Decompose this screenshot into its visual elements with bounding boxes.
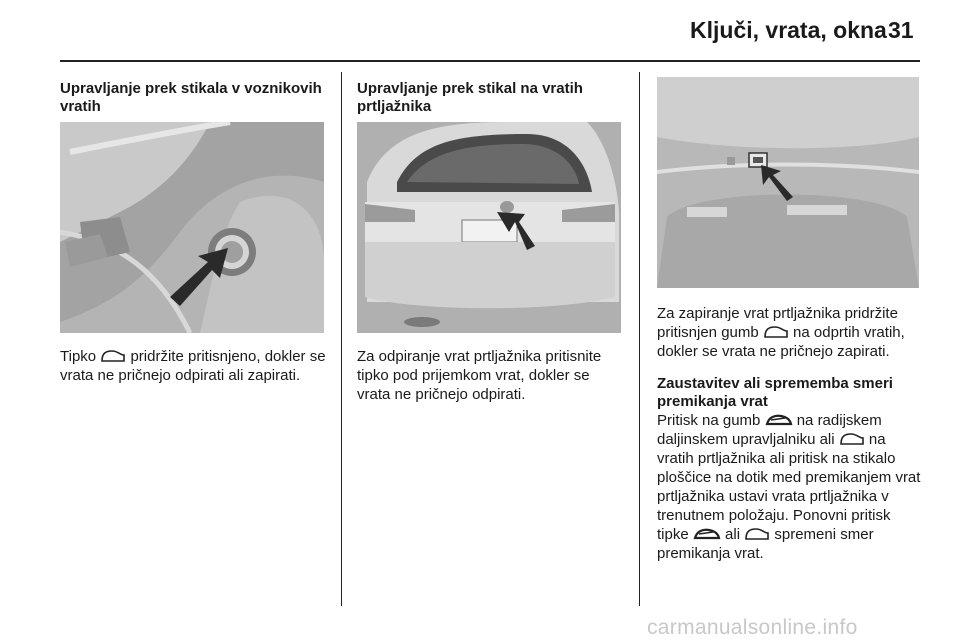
remote-tailgate-icon [693,527,721,541]
section-heading-stop-reverse: Zaustavitev ali sprememba smeri premikanja vrat [657,375,893,410]
tailgate-close-instructions: Za zapiranje vrat prtljažnika pridržite pritisnjen gumb na odprtih vratih, dokler se vrata ne pričnejo zapirati. [657,305,905,360]
column-1-text [60,347,330,385]
column-1 [60,80,325,116]
tailgate-switch-icon [744,527,770,541]
column-3-text [657,304,925,563]
page-title: Ključi, vrata, okna [690,17,887,43]
tailgate-close-button-illustration [657,77,919,288]
column-2 [357,80,627,116]
watermark: carmanualsonline.info [647,616,858,639]
tailgate-open-instructions: Za odpiranje vrat prtljažnika pritisnite tipko pod prijemkom vrat, dokler se vrata ne pričnejo odpirati. [357,348,602,403]
column-2-text [357,347,627,404]
remote-tailgate-icon [765,413,793,427]
header-divider [60,60,920,62]
stop-reverse-instructions: Pritisk na gumb na radijskem daljinskem upravljalniku ali na vratih prtljažnika ali pritisk na stikalo ploščice na dotik med premikanjem vrat prtljažnika ustavi vrata prtljažnika v trenutnem položaju. Ponovni pritisk tipke ali spremeni smer premikanja vrat. [657,412,921,562]
tailgate-switch-icon [839,432,865,446]
driver-door-instructions: Tipko pridržite pritisnjeno, dokler se vrata ne pričnejo odpirati ali zapirati. [60,348,326,384]
tailgate-switch-icon [763,325,789,339]
section-heading-driver-door: Upravljanje prek stikala v voznikovih vratih [60,80,322,115]
section-heading-tailgate-switches: Upravljanje prek stikal na vratih prtljažnika [357,80,583,115]
page-header [0,0,960,62]
column-divider-1 [341,72,342,606]
page-number: 31 [888,17,914,43]
column-divider-2 [639,72,640,606]
tailgate-switch-illustration [357,122,621,333]
tailgate-switch-icon [100,349,126,363]
driver-door-switch-illustration [60,122,324,333]
